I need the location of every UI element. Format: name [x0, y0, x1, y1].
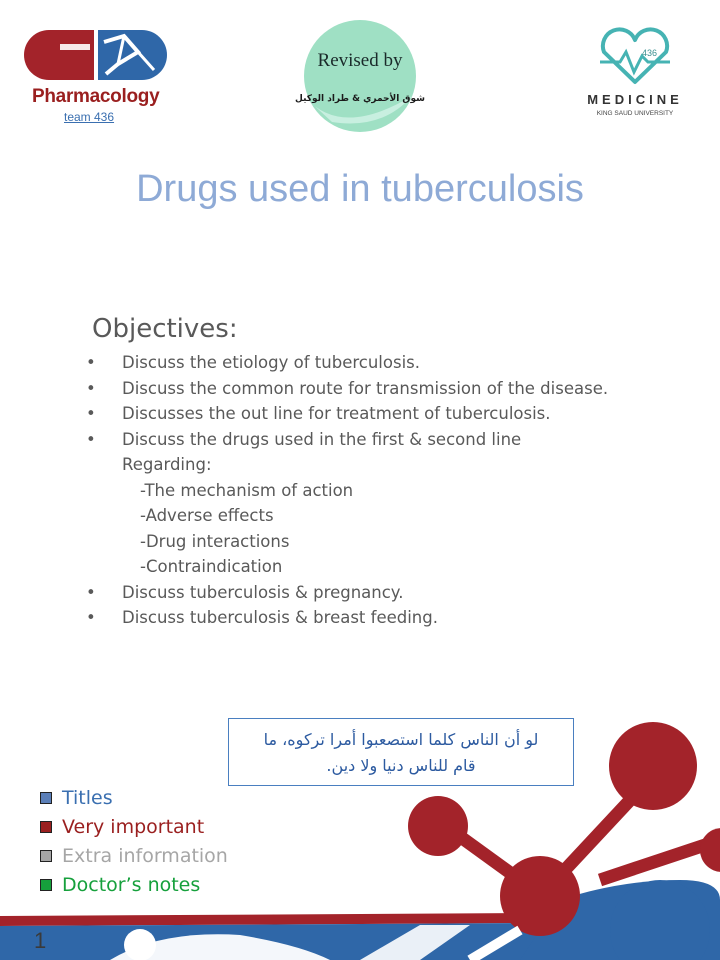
quote-box	[228, 718, 574, 786]
regarding-item: -The mechanism of action	[140, 480, 354, 500]
page-title: Drugs used in tuberculosis	[136, 168, 584, 210]
page-number: 1	[34, 928, 47, 953]
bullet-icon: •	[86, 353, 96, 372]
list-item: • Discuss the drugs used in the first & second line	[92, 427, 692, 453]
medicine-ksu-logo	[560, 26, 710, 126]
quote-line: لو أن الناس كلما استصعبوا أمرا تركوه، ما	[263, 730, 539, 749]
regarding-item: -Drug interactions	[140, 531, 290, 551]
medicine-logo-word: MEDICINE	[587, 92, 683, 107]
color-legend	[40, 783, 228, 899]
legend-swatch	[40, 821, 52, 833]
capsule-icon	[14, 22, 174, 92]
badge-circle-icon	[292, 18, 428, 134]
bullet-icon: •	[86, 608, 96, 627]
university-label: KING SAUD UNIVERSITY	[596, 110, 674, 117]
bullet-icon: •	[86, 582, 96, 602]
regarding-block	[92, 452, 692, 580]
medicine-logo-number: 436	[642, 48, 658, 58]
legend-swatch	[40, 850, 52, 862]
list-item: • Discusses the out line for treatment of tuberculosis.	[92, 401, 692, 427]
list-item: • Discuss the etiology of tuberculosis.	[92, 350, 692, 376]
objectives-list	[86, 350, 692, 452]
legend-label: Very important	[62, 815, 205, 838]
pharmacology-team-logo	[14, 22, 174, 132]
legend-label: Doctor’s notes	[62, 873, 201, 896]
pharmacology-label: Pharmacology	[32, 86, 160, 107]
legend-label: Titles	[62, 786, 113, 809]
list-item: • Discuss tuberculosis & pregnancy.	[92, 580, 692, 606]
legend-item-titles	[40, 783, 228, 812]
objectives-heading: Objectives:	[92, 314, 238, 344]
list-item: • Discuss the common route for transmission of the disease.	[92, 376, 692, 402]
legend-swatch	[40, 879, 52, 891]
regarding-item: -Adverse effects	[140, 506, 274, 525]
bullet-icon: •	[86, 404, 96, 423]
objectives-section	[86, 314, 692, 631]
bullet-icon: •	[86, 429, 96, 449]
legend-swatch	[40, 792, 52, 804]
revised-by-title: Revised by	[317, 50, 403, 71]
revised-by-badge	[292, 18, 428, 134]
legend-item-very-important	[40, 812, 228, 841]
revisers-names: شوق الأحمري & طراد الوكيل	[295, 94, 425, 104]
legend-item-extra-information	[40, 841, 228, 870]
regarding-label: Regarding:	[122, 455, 212, 474]
legend-label: Extra information	[62, 844, 228, 867]
quote-line: قام للناس دنيا ولا دين.	[326, 756, 476, 775]
objectives-list-continued	[86, 580, 692, 631]
heartbeat-heart-icon	[560, 26, 710, 90]
list-item: • Discuss tuberculosis & breast feeding.	[92, 605, 692, 631]
team-label: team 436	[64, 110, 115, 124]
legend-item-doctors-notes	[40, 870, 228, 899]
regarding-item: -Contraindication	[140, 557, 283, 576]
bullet-icon: •	[86, 378, 96, 398]
